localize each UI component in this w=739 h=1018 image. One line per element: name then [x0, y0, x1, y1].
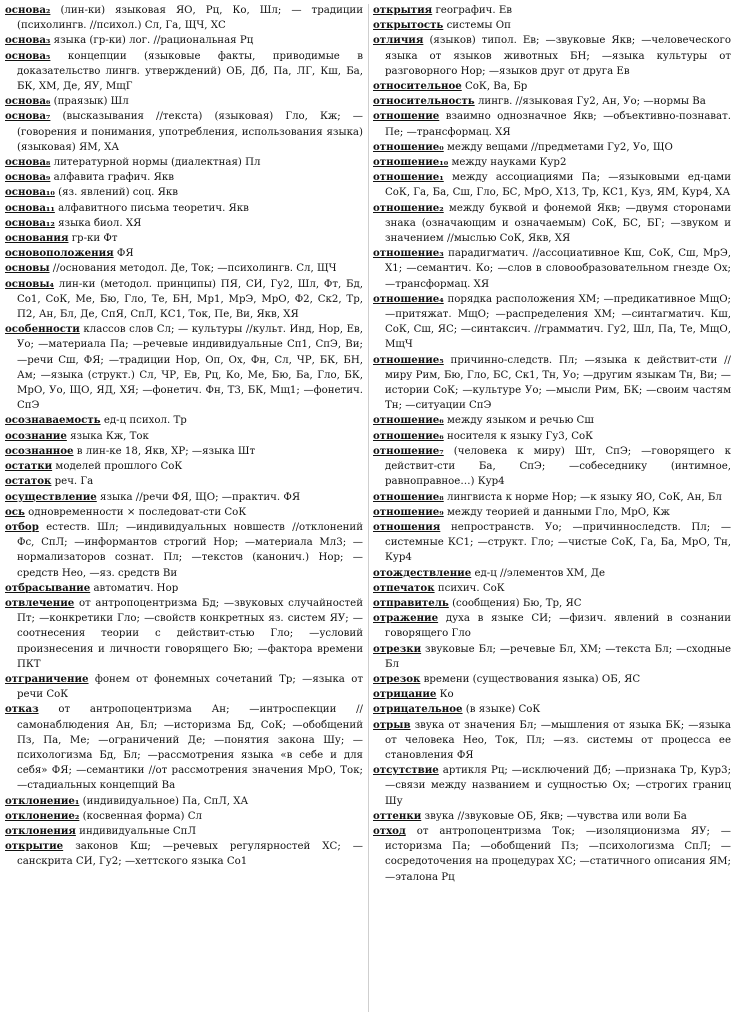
- dictionary-entry: [373, 444, 731, 490]
- entry-body: (индивидуальное) Па, СпЛ, ХА: [82, 795, 249, 807]
- dictionary-entry: [373, 672, 731, 687]
- entry-body: между буквой и фонемой Якв; —двумя сторонами знака (означающим и означаемым) СоК, БС, БГ; —звуком и значением //мыслью СоК, Якв, ХЯ: [385, 202, 731, 245]
- entry-headword: отношение: [373, 110, 440, 123]
- entry-headword: основания: [5, 232, 69, 245]
- entry-body: Ко: [439, 689, 454, 701]
- entry-headword: остаток: [5, 475, 52, 488]
- dictionary-entry: [373, 155, 731, 170]
- dictionary-entry: [373, 581, 731, 596]
- dictionary-entry: [373, 3, 731, 18]
- entry-headword: отпечаток: [373, 581, 435, 594]
- entry-headword: основа₃: [5, 34, 51, 47]
- entry-headword: ось: [5, 505, 25, 518]
- entry-body: моделей прошлого СоК: [55, 461, 183, 473]
- dictionary-entry: [373, 353, 731, 414]
- entry-headword: основа₉: [5, 171, 51, 184]
- entry-body: ФЯ: [116, 248, 134, 260]
- entry-body: носителя к языку Гу3, СоК: [447, 430, 594, 442]
- entry-headword: отклонение₂: [5, 809, 80, 822]
- entry-headword: особенности: [5, 323, 80, 336]
- dictionary-entry: [5, 809, 363, 824]
- entry-body: ед-ц психол. Тр: [103, 415, 187, 427]
- entry-body: взаимно однозначное Якв; —объективно-познават. Пе; —трансформац. ХЯ: [385, 111, 731, 138]
- dictionary-entry: [5, 672, 363, 702]
- entry-headword: отклонения: [5, 824, 76, 837]
- dictionary-entry: [373, 246, 731, 292]
- entry-body: языка (гр-ки) лог. //рациональная Рц: [53, 35, 254, 47]
- entry-headword: основа₅: [5, 49, 51, 62]
- dictionary-entry: [5, 474, 363, 489]
- dictionary-entry: [5, 490, 363, 505]
- entry-headword: отказ: [5, 703, 39, 716]
- entry-headword: отрицательное: [373, 703, 463, 716]
- entry-headword: отбор: [5, 520, 39, 533]
- entry-body: индивидуальные СпЛ: [79, 825, 196, 837]
- dictionary-entry: [5, 322, 363, 413]
- dictionary-entry: [373, 809, 731, 824]
- dictionary-entry: [373, 702, 731, 717]
- entry-body: фонем от фонемных сочетаний Тр; —языка от речи СоК: [17, 673, 363, 701]
- entry-body: языка //речи ФЯ, ЩО; —практич. ФЯ: [100, 491, 301, 503]
- entry-body: (яз. явлений) соц. Якв: [58, 187, 178, 199]
- dictionary-entry: [5, 444, 363, 459]
- entry-headword: основа₁₂: [5, 216, 55, 229]
- entry-headword: основы: [5, 262, 50, 275]
- dictionary-entry: [5, 185, 363, 200]
- entry-headword: отношение₁: [373, 171, 444, 184]
- entry-headword: относительное: [373, 80, 462, 93]
- dictionary-entry: [5, 596, 363, 672]
- entry-headword: отграничение: [5, 672, 89, 685]
- entry-headword: осуществление: [5, 490, 97, 503]
- dictionary-entry: [373, 611, 731, 641]
- dictionary-entry: [5, 216, 363, 231]
- entry-headword: отношение₁₀: [373, 156, 449, 169]
- entry-headword: отношение₄: [373, 292, 444, 305]
- entry-headword: осознание: [5, 429, 67, 442]
- entry-body: лингвиста к норме Нор; —к языку ЯО, СоК, Ан, Бл: [447, 491, 722, 503]
- dictionary-entry: [5, 49, 363, 95]
- dictionary-entry: [373, 596, 731, 611]
- dictionary-entry: [5, 201, 363, 216]
- entry-body: причинно-следств. Пл; —языка к действит-сти //миру Рим, Бю, Гло, БС, Ск1, Тн, Уо; —другим языкам Тн, Ви; —истории СоК; —культуре Уо; —мысли Рим, БК; —своим частям Тн; —ситуации СпЭ: [385, 354, 731, 412]
- entry-headword: оттенки: [373, 809, 422, 822]
- dictionary-entry: [5, 794, 363, 809]
- entry-headword: отражение: [373, 612, 439, 625]
- entry-headword: отношение₅: [373, 353, 444, 366]
- dictionary-entry: [373, 642, 731, 672]
- dictionary-entry: [5, 277, 363, 323]
- entry-headword: открытость: [373, 19, 444, 32]
- entry-body: (человека к миру) Шт, СпЭ; —говорящего к действит-сти Ба, СпЭ; —собеседнику (интимное, равноправное…) Кур4: [385, 445, 731, 488]
- dictionary-entry: [5, 170, 363, 185]
- entry-headword: отрезки: [373, 642, 422, 655]
- dictionary-entry: [373, 201, 731, 247]
- entry-body: звука от значения Бл; —мышления от языка БК; —языка от человека Нео, Ток, Пл; —яз. системы от процесса ее становления ФЯ: [385, 719, 731, 761]
- entry-body: классов слов Сл; — культуры //культ. Инд, Нор, Ев, Уо; —материала Па; —речевые индивидуальные Сп1, СпЭ, Ви; —речи Сш, ФЯ; —традиции Нор, Оп, Ох, Фн, Сл, ЧР, БК, БН, Ам; —языка (структ.) Сл, ЧР, Ев, Рц, Ко, Ме, Бю, Ба, Гло, БК, МрО, Уо, ЩО, ЯД, ХЯ; —фонетич. Фн, Т3, БК, Мщ1; —фонетич. СпЭ: [17, 324, 363, 412]
- entry-headword: отношение₈: [373, 490, 444, 503]
- dictionary-entry: [373, 566, 731, 581]
- dictionary-entry: [5, 505, 363, 520]
- entry-headword: отношение₂: [373, 201, 444, 214]
- entry-body: лингв. //языковая Гу2, Ан, Уо; —нормы Ва: [477, 96, 706, 108]
- entry-body: языка Кж, Ток: [70, 430, 149, 442]
- dictionary-entry: [373, 140, 731, 155]
- entry-headword: отношение₇: [373, 444, 444, 457]
- entry-body: одновременности × последоват-сти СоК: [28, 506, 247, 518]
- entry-headword: отношение₀: [373, 140, 444, 153]
- entry-body: (косвенная форма) Сл: [82, 810, 202, 822]
- entry-headword: основа₇: [5, 110, 51, 123]
- entry-body: от антропоцентризма Ток; —изоляционизма ЯУ; —историзма Па; —обобщений Пз; —психологизма СпЛ; —сосредоточения на процедурах ХС; —статичного описания ЯМ; —эталона Рц: [385, 825, 731, 883]
- entry-body: звуковые Бл; —речевые Бл, ХМ; —текста Бл; —сходные Бл: [385, 643, 731, 670]
- entry-headword: отношение₃: [373, 247, 444, 260]
- left-column: [5, 3, 363, 1015]
- entry-body: непространств. Уо; —причинноследств. Пл; —системные КС1; —структ. Гло; —чистые СоК, Га, Ба, МрО, Тн, Кур4: [385, 521, 731, 564]
- dictionary-entry: [373, 824, 731, 885]
- dictionary-entry: [5, 3, 363, 33]
- dictionary-entry: [373, 33, 731, 79]
- entry-body: порядка расположения ХМ; —предикативное МщО; —притяжат. МщО; —распределения ХМ; —синтагматич. Кш, СоК, Сш, ЯС; —синтаксич. //грамматич. Гу2, Шл, Па, Те, МщО, МщЧ: [385, 293, 731, 351]
- entry-body: парадигматич. //ассоциативное Кш, СоК, Сш, МрЭ, Х1; —семантич. Ко; —слов в словообразовательном гнезде Ох; —трансформац. ХЯ: [385, 248, 731, 290]
- entry-body: языка биол. ХЯ: [58, 217, 142, 229]
- entry-body: (праязык) Шл: [53, 96, 129, 108]
- entry-headword: отношение₉: [373, 505, 444, 518]
- entry-headword: осознанное: [5, 444, 74, 457]
- dictionary-entry: [5, 702, 363, 793]
- entry-body: от антропоцентризма Бд; —звуковых случайностей Пт; —конкретики Гло; —свойств конкретных яз. систем ЯУ; —соотнесения теории с действит-стью Гло; —условий произнесения и личности говорящего Бю; —фактора времени ПКТ: [17, 597, 363, 670]
- entry-headword: основы₄: [5, 277, 55, 290]
- entry-body: времени (существования языка) ОБ, ЯС: [423, 673, 641, 685]
- dictionary-entry: [5, 520, 363, 581]
- entry-body: звука //звуковые ОБ, Якв; —чувства или воли Ба: [424, 810, 687, 822]
- dictionary-entry: [373, 413, 731, 428]
- dictionary-entry: [5, 231, 363, 246]
- entry-body: (высказывания //текста) (языковая) Гло, Кж; —(говорения и понимания, употребления, использования языка) (языковая) ЯМ, ХА: [17, 111, 363, 153]
- dictionary-entry: [373, 292, 731, 353]
- dictionary-entry: [373, 170, 731, 200]
- entry-body: между ассоциациями Па; —языковыми ед-цами СоК, Га, Ба, Сш, Гло, БС, МрО, Х13, Тр, КС1, Куз, ЯМ, Кур4, ХА: [385, 172, 731, 199]
- entry-body: лин-ки (методол. принципы) ПЯ, СИ, Гу2, Шл, Фт, Бд, Со1, СоК, Ме, Бю, Гло, Те, БН, Мр1, МрЭ, МрО, Ф2, Ск2, Тр, П2, Ан, Бл, Де, СпЯ, СпЛ, КС1, Ток, Пе, Ви, Якв, ХЯ: [17, 278, 363, 321]
- entry-headword: относительность: [373, 95, 475, 108]
- entry-headword: основа₈: [5, 156, 51, 169]
- dictionary-entry: [373, 429, 731, 444]
- dictionary-entry: [5, 261, 363, 276]
- dictionary-entry: [5, 459, 363, 474]
- dictionary-entry: [5, 581, 363, 596]
- dictionary-entry: [373, 718, 731, 764]
- entry-body: между теорией и данными Гло, МрО, Кж: [447, 506, 670, 518]
- entry-headword: отклонение₁: [5, 794, 80, 807]
- dictionary-entry: [5, 824, 363, 839]
- entry-headword: осознаваемость: [5, 414, 101, 427]
- entry-body: алфавита графич. Якв: [53, 172, 174, 184]
- entry-headword: отсутствие: [373, 764, 439, 777]
- dictionary-entry: [5, 155, 363, 170]
- entry-body: географич. Ев: [435, 5, 513, 16]
- entry-headword: отход: [373, 824, 406, 837]
- dictionary-entry: [5, 413, 363, 428]
- dictionary-entry: [373, 505, 731, 520]
- entry-headword: открытие: [5, 840, 64, 853]
- entry-body: между науками Кур2: [451, 157, 567, 169]
- entry-body: гр-ки Фт: [71, 233, 118, 245]
- dictionary-entry: [5, 94, 363, 109]
- entry-headword: отношение₆: [373, 429, 444, 442]
- entry-body: ед-ц //элементов ХМ, Де: [474, 567, 606, 579]
- dictionary-entry: [373, 109, 731, 139]
- dictionary-entry: [373, 79, 731, 94]
- entry-body: между языком и речью Сш: [447, 415, 594, 427]
- entry-headword: основоположения: [5, 247, 114, 260]
- entry-body: //основания методол. Де, Ток; —психолингв. Сл, ЩЧ: [52, 263, 337, 275]
- entry-body: литературной нормы (диалектная) Пл: [53, 157, 261, 169]
- dictionary-entry: [373, 687, 731, 702]
- entry-body: между вещами //предметами Гу2, Уо, ЩО: [447, 141, 673, 153]
- dictionary-entry: [5, 246, 363, 261]
- entry-body: системы Оп: [446, 20, 511, 32]
- dictionary-entry: [5, 429, 363, 444]
- entry-body: СоК, Ва, Бр: [465, 81, 528, 93]
- entry-body: алфавитного письма теоретич. Якв: [58, 202, 249, 214]
- entry-headword: отрыв: [373, 718, 411, 731]
- dictionary-entry: [373, 520, 731, 566]
- column-divider: [368, 4, 369, 1012]
- entry-headword: отождествление: [373, 566, 472, 579]
- entry-headword: отличия: [373, 34, 424, 47]
- entry-body: естеств. Шл; —индивидуальных новшеств //отклонений Фс, СпЛ; —информантов строгий Нор; —материала Мл3; —нормализаторов сознат. Пл; —текстов (канонич.) Нор; —средств Нео, —яз. средств Ви: [17, 521, 363, 579]
- entry-headword: отправитель: [373, 596, 449, 609]
- entry-headword: отбрасывание: [5, 581, 91, 594]
- entry-body: от антропоцентризма Ан; —интроспекции //самонаблюдения Ан, Бл; —историзма Бд, СоК; —обобщений Пз, Па, Ме; —ограничений Де; —понятия закона Шу; —психологизма Бд, Бл; —рассмотрения языка «в себе и для себя» ФЯ; —семантики //от рассмотрения значения МрО, Ток; —стадиальных концепций Ва: [17, 704, 363, 792]
- entry-body: (в языке) СоК: [465, 704, 541, 716]
- entry-headword: отношения: [373, 520, 441, 533]
- entry-headword: остатки: [5, 460, 53, 473]
- dictionary-entry: [373, 490, 731, 505]
- entry-headword: основа₁₁: [5, 201, 55, 214]
- entry-body: (лин-ки) языковая ЯО, Рц, Ко, Шл; — традиции (психолингв. //психол.) Сл, Га, ЩЧ, ХС: [17, 5, 363, 32]
- entry-body: в лин-ке 18, Якв, ХР; —языка Шт: [76, 445, 256, 457]
- entry-body: духа в языке СИ; —физич. явлений в сознании говорящего Гло: [385, 613, 731, 640]
- entry-headword: отрезок: [373, 672, 421, 685]
- entry-body: автоматич. Нор: [93, 582, 179, 594]
- dictionary-entry: [373, 94, 731, 109]
- dictionary-entry: [373, 763, 731, 809]
- entry-body: реч. Га: [54, 476, 94, 488]
- entry-headword: отношение₆: [373, 414, 444, 427]
- dictionary-entry: [373, 18, 731, 33]
- right-column: [373, 3, 731, 1015]
- entry-body: концепции (языковые факты, приводимые в доказательство лингв. утверждений) ОБ, Дб, Па, ЛГ, Кш, Ба, БК, ХМ, Де, ЯУ, МщГ: [17, 50, 363, 93]
- entry-headword: отвлечение: [5, 596, 75, 609]
- entry-body: законов Кш; —речевых регулярностей ХС; —санскрита СИ, Гу2; —хеттского языка Со1: [17, 841, 363, 868]
- entry-body: (сообщения) Бю, Тр, ЯС: [452, 597, 582, 609]
- entry-headword: отрицание: [373, 688, 437, 701]
- entry-headword: открытия: [373, 4, 433, 16]
- entry-headword: основа₂: [5, 4, 51, 16]
- entry-body: артикля Рц; —исключений Дб; —признака Тр, Кур3; —связи между названием и сущностью Ох; —строгих границ Шу: [385, 765, 731, 807]
- entry-headword: основа₆: [5, 95, 51, 108]
- entry-body: (языков) типол. Ев; —звуковые Якв; —человеческого языка от языков животных БН; —языка культуры от разговорного Нор; —языков друг от друга Ев: [385, 35, 731, 77]
- dictionary-entry: [5, 109, 363, 155]
- dictionary-entry: [5, 33, 363, 48]
- entry-headword: основа₁₀: [5, 186, 55, 199]
- dictionary-entry: [5, 839, 363, 869]
- entry-body: психич. СоК: [437, 582, 505, 594]
